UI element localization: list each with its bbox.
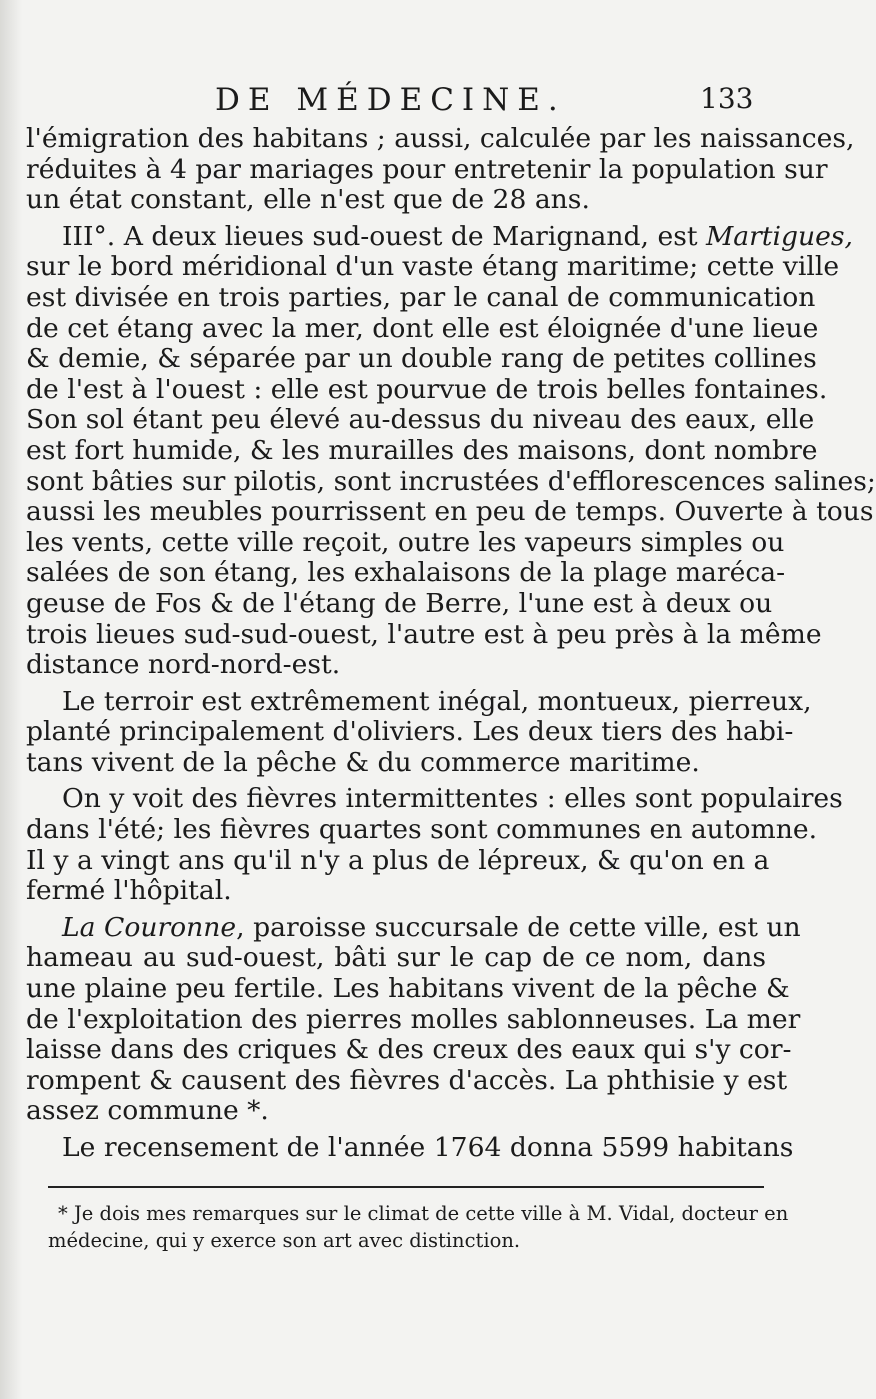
paragraph-continuation — [26, 123, 855, 216]
page-header — [0, 82, 800, 122]
text-line: & demie, & séparée par un double rang de petites collines — [26, 343, 817, 375]
paragraph-fievres — [26, 783, 843, 907]
text-line: distance nord-nord-est. — [26, 649, 341, 681]
text-line: assez commune *. — [26, 1095, 269, 1127]
text-line: planté principalement d'oliviers. Les deux tiers des habi- — [26, 716, 794, 748]
footnote-rule — [48, 1186, 764, 1188]
text-line: une plaine peu fertile. Les habitans vivent de la pêche & — [26, 973, 790, 1005]
place-name-la-couronne: La Couronne — [62, 911, 237, 943]
text-line: laisse dans des criques & des creux des eaux qui s'y cor- — [26, 1034, 792, 1066]
footnote-line: * Je dois mes remarques sur le climat de cette ville à M. Vidal, docteur en — [58, 1202, 789, 1225]
text-line: dans l'été; les fièvres quartes sont communes en automne. — [26, 814, 818, 846]
text-line: geuse de Fos & de l'étang de Berre, l'une est à deux ou — [26, 587, 773, 619]
text-line: de l'exploitation des pierres molles sablonneuses. La mer — [26, 1003, 801, 1035]
text-line: trois lieues sud-sud-ouest, l'autre est à peu près à la même — [26, 618, 822, 650]
text-line: est divisée en trois parties, par le canal de communication — [26, 281, 816, 313]
page-gutter-shadow — [0, 0, 22, 1399]
paragraph-martigues — [26, 220, 876, 681]
paragraph-terroir — [26, 685, 812, 779]
text-line: aussi les meubles pourrissent en peu de temps. Ouverte à tous — [26, 496, 874, 528]
text-line: Son sol étant peu élevé au-dessus du niveau des eaux, elle — [26, 404, 815, 436]
footnote-line: médecine, qui y exerce son art avec distinction. — [48, 1229, 521, 1252]
text-line: On y voit des fièvres intermittentes : elles sont populaires — [62, 783, 843, 815]
text-line — [26, 220, 853, 253]
text-line: réduites à 4 par mariages pour entretenir la population sur — [26, 153, 828, 185]
running-head: DE MÉDECINE. — [215, 82, 566, 118]
lead-text: III°. A deux lieues sud-ouest de Marignand, est — [62, 220, 706, 252]
lead-text: , paroisse succursale de cette ville, est un — [236, 911, 801, 943]
text-line: un état constant, elle n'est que de 28 ans. — [26, 184, 590, 216]
paragraph-la-couronne — [26, 911, 801, 1127]
text-line: hameau au sud-ouest, bâti sur le cap de ce nom, dans — [26, 942, 766, 974]
text-line: salées de son étang, les exhalaisons de la plage maréca- — [26, 557, 786, 589]
text-line: Le terroir est extrêmement inégal, montueux, pierreux, — [62, 685, 812, 717]
text-line: de l'est à l'ouest : elle est pourvue de trois belles fontaines. — [26, 373, 828, 405]
place-name-martigues: Martigues, — [706, 220, 853, 252]
text-line: est fort humide, & les murailles des maisons, dont nombre — [26, 434, 818, 466]
paragraph-recensement — [26, 1132, 794, 1164]
footnote — [48, 1200, 789, 1254]
text-line: Il y a vingt ans qu'il n'y a plus de lépreux, & qu'on en a — [26, 844, 770, 876]
text-line: les vents, cette ville reçoit, outre les vapeurs simples ou — [26, 526, 785, 558]
text-line: l'émigration des habitans ; aussi, calculée par les naissances, — [26, 123, 855, 154]
body-text — [26, 123, 876, 1164]
text-line: rompent & causent des fièvres d'accès. La phthisie y est — [26, 1064, 788, 1096]
text-line: Le recensement de l'année 1764 donna 5599 habitans — [62, 1132, 794, 1163]
page-number: 133 — [700, 82, 754, 115]
text-line: sont bâties sur pilotis, sont incrustées d'efflorescences salines; — [26, 465, 876, 497]
text-line: de cet étang avec la mer, dont elle est éloignée d'une lieue — [26, 312, 819, 344]
text-line: tans vivent de la pêche & du commerce maritime. — [26, 746, 700, 778]
text-line: sur le bord méridional d'un vaste étang maritime; cette ville — [26, 251, 840, 283]
text-line — [26, 911, 801, 944]
text-line: fermé l'hôpital. — [26, 875, 232, 907]
